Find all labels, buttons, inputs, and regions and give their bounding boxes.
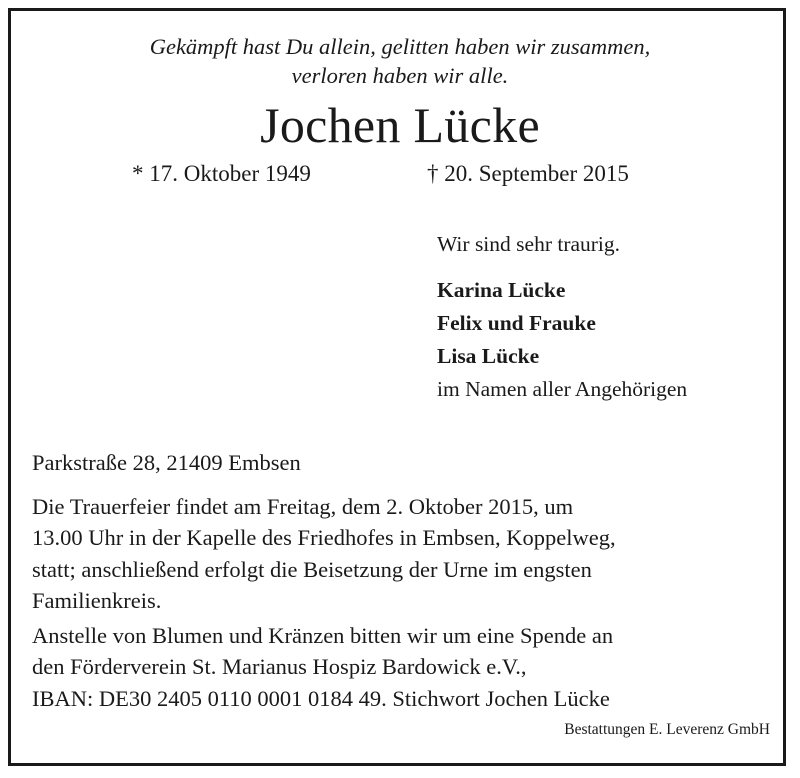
birth-date: * 17. Oktober 1949 <box>132 161 311 186</box>
funeral-notice-line: Die Trauerfeier findet am Freitag, dem 2. Oktober 2015, um <box>32 493 574 519</box>
funeral-notice-line: Familienkreis. <box>32 588 162 613</box>
funeral-notice-line: 13.00 Uhr in der Kapelle des Friedhofes in Embsen, Koppelweg, <box>32 525 616 550</box>
donation-notice-line: IBAN: DE30 2405 0110 0001 0184 49. Stichwort Jochen Lücke <box>32 685 610 711</box>
mourners-intro: Wir sind sehr traurig. <box>437 232 621 256</box>
mourner-name: Felix und Frauke <box>437 311 596 335</box>
notice-body <box>32 447 772 714</box>
mourners-block <box>437 228 687 406</box>
motto <box>0 32 800 90</box>
mourner-name: Lisa Lücke <box>437 344 540 368</box>
donation-notice-line: Anstelle von Blumen und Kränzen bitten wir um eine Spende an <box>32 622 614 648</box>
undertaker-credit: Bestattungen E. Leverenz GmbH <box>564 721 770 738</box>
funeral-notice-line: statt; anschließend erfolgt die Beisetzung der Urne im engsten <box>32 556 592 582</box>
motto-line: verloren haben wir alle. <box>291 63 509 88</box>
address: Parkstraße 28, 21409 Embsen <box>32 450 301 475</box>
deceased-name: Jochen Lücke <box>260 97 540 153</box>
motto-line: Gekämpft hast Du allein, gelitten haben wir zusammen, <box>149 34 651 59</box>
donation-notice-line: den Förderverein St. Marianus Hospiz Bardowick e.V., <box>32 654 527 679</box>
donation-notice <box>32 620 772 715</box>
death-date: † 20. September 2015 <box>427 161 629 186</box>
funeral-notice <box>32 491 772 617</box>
mourners-on-behalf: im Namen aller Angehörigen <box>437 377 688 401</box>
mourner-name: Karina Lücke <box>437 278 566 302</box>
